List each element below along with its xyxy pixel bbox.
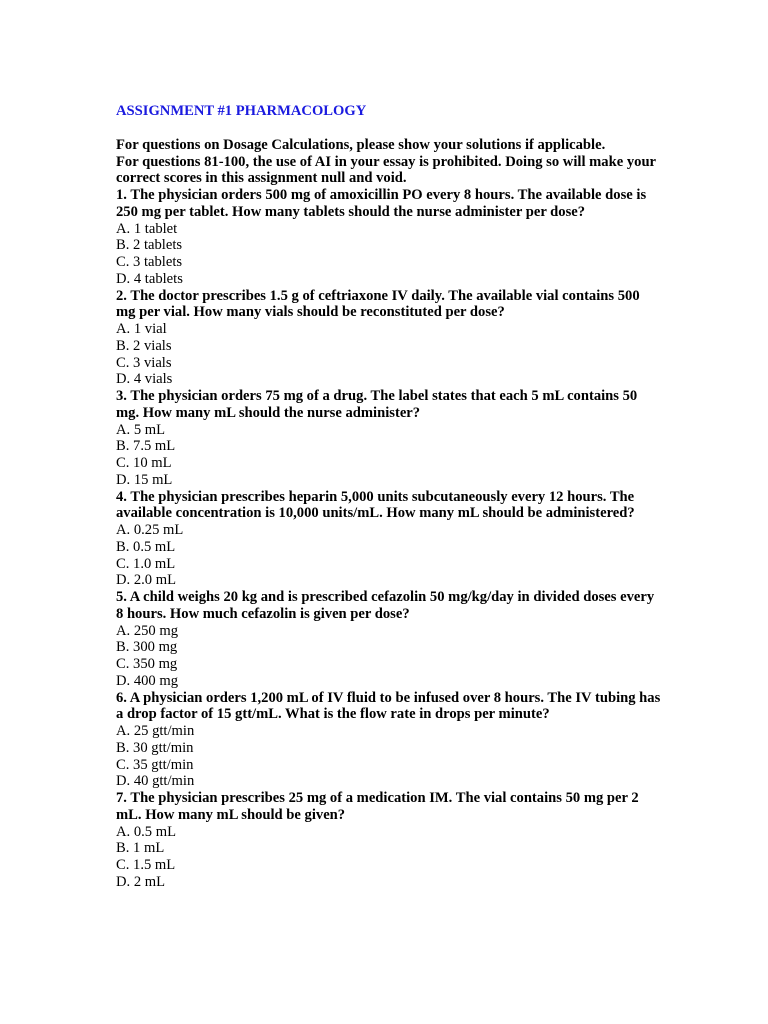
- option-b: B. 2 vials: [116, 337, 172, 354]
- option-a: A. 5 mL: [116, 421, 166, 438]
- question-5: [116, 589, 661, 690]
- option-c: C. 35 gtt/min: [116, 756, 194, 773]
- option-c: C. 10 mL: [116, 455, 172, 471]
- question-2: [116, 288, 661, 389]
- option-a: A. 1 vial: [116, 321, 167, 337]
- document-page: [116, 103, 661, 891]
- option-d: D. 2 mL: [116, 873, 166, 890]
- option-d: D. 15 mL: [116, 471, 173, 488]
- question-stem: 1. The physician orders 500 mg of amoxicillin PO every 8 hours. The available dose is 250 mg per tablet. How many tablets should the nurse administer per dose?: [116, 187, 647, 220]
- question-4: [116, 489, 661, 590]
- question-7: [116, 790, 661, 891]
- option-a: A. 0.25 mL: [116, 522, 184, 538]
- question-stem: 3. The physician orders 75 mg of a drug. The label states that each 5 mL contains 50 mg. How many mL should the nurse administer?: [116, 388, 638, 421]
- option-c: C. 3 tablets: [116, 254, 183, 270]
- option-a: A. 25 gtt/min: [116, 723, 195, 739]
- option-b: B. 7.5 mL: [116, 438, 176, 455]
- option-b: B. 0.5 mL: [116, 538, 176, 555]
- option-c: C. 1.0 mL: [116, 555, 176, 572]
- option-b: B. 2 tablets: [116, 237, 183, 254]
- intro-instruction-2: For questions 81-100, the use of AI in your essay is prohibited. Doing so will make your correct scores in this assignment null and void.: [116, 153, 656, 187]
- option-a: A. 250 mg: [116, 622, 179, 639]
- question-1: [116, 187, 661, 288]
- question-stem: 4. The physician prescribes heparin 5,000 units subcutaneously every 12 hours. The available concentration is 10,000 units/mL. How many mL should be administered?: [116, 488, 635, 522]
- option-c: C. 1.5 mL: [116, 857, 176, 873]
- option-b: B. 300 mg: [116, 639, 178, 656]
- option-b: B. 1 mL: [116, 840, 165, 857]
- question-stem: 5. A child weighs 20 kg and is prescribed cefazolin 50 mg/kg/day in divided doses every 8 hours. How much cefazolin is given per dose?: [116, 589, 655, 622]
- question-3: [116, 388, 661, 489]
- option-a: A. 1 tablet: [116, 220, 178, 237]
- question-6: [116, 690, 661, 791]
- option-d: D. 4 vials: [116, 371, 173, 388]
- option-d: D. 400 mg: [116, 672, 179, 689]
- question-stem: 7. The physician prescribes 25 mg of a medication IM. The vial contains 50 mg per 2 mL. How many mL should be given?: [116, 790, 639, 823]
- option-d: D. 2.0 mL: [116, 572, 176, 589]
- option-a: A. 0.5 mL: [116, 823, 176, 840]
- option-c: C. 350 mg: [116, 656, 178, 672]
- intro-instruction-1: For questions on Dosage Calculations, please show your solutions if applicable.: [116, 136, 606, 153]
- document-title: ASSIGNMENT #1 PHARMACOLOGY: [116, 103, 367, 119]
- question-stem: 6. A physician orders 1,200 mL of IV fluid to be infused over 8 hours. The IV tubing has a drop factor of 15 gtt/mL. What is the flow rate in drops per minute?: [116, 689, 661, 723]
- option-d: D. 40 gtt/min: [116, 773, 195, 790]
- option-d: D. 4 tablets: [116, 270, 183, 287]
- option-b: B. 30 gtt/min: [116, 739, 194, 756]
- option-c: C. 3 vials: [116, 354, 172, 371]
- question-stem: 2. The doctor prescribes 1.5 g of ceftriaxone IV daily. The available vial contains 500 mg per vial. How many vials should be reconstituted per dose?: [116, 287, 640, 321]
